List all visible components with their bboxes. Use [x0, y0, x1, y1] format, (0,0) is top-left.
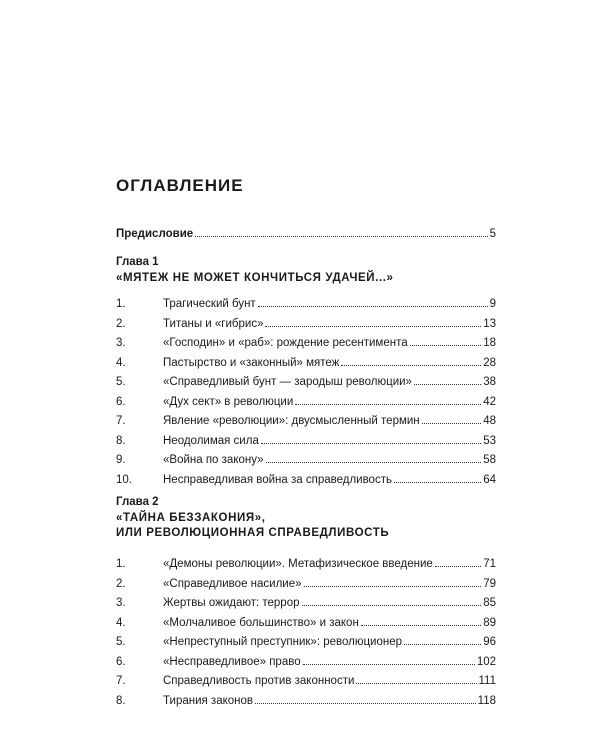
chapter-1-label: Глава 1: [116, 256, 159, 268]
dot-leader: [341, 365, 481, 366]
toc-entry[interactable]: [116, 429, 496, 447]
entry-title: «Молчаливое большинство» и закон: [163, 616, 359, 629]
page-title: ОГЛАВЛЕНИЕ: [116, 176, 244, 195]
entry-page: 64: [483, 473, 496, 486]
dot-leader: [435, 566, 481, 567]
entry-page: 79: [483, 577, 496, 590]
entry-title: Тирания законов: [163, 694, 254, 707]
entry-title: «Господин» и «раб»: рождение ресентимента: [163, 337, 408, 349]
chapter-1-title: «МЯТЕЖ НЕ МОЖЕТ КОНЧИТЬСЯ УДАЧЕЙ...»: [116, 272, 394, 284]
dot-leader: [394, 482, 481, 483]
toc-entry[interactable]: [116, 572, 496, 590]
dot-leader: [295, 404, 481, 405]
entry-page: 111: [478, 675, 496, 687]
toc-entry[interactable]: [116, 312, 496, 330]
toc-entry[interactable]: [116, 390, 496, 408]
toc-entry[interactable]: [116, 292, 496, 310]
toc-entry[interactable]: [116, 630, 496, 648]
entry-title: Явление «революции»: двусмысленный термин: [163, 415, 420, 427]
entry-page: 102: [476, 655, 496, 668]
entry-number: 8.: [116, 434, 126, 447]
entry-title: «Война по закону»: [163, 454, 264, 466]
entry-title: Несправедливая война за справедливость: [163, 473, 392, 486]
entry-page: 5: [489, 228, 496, 240]
entry-number: 4.: [116, 356, 126, 369]
dot-leader: [361, 625, 481, 626]
entry-title: «Справедливый бунт — зародыш революции»: [163, 376, 412, 388]
entry-title: Пастырство и «законный» мятеж: [163, 356, 340, 369]
dot-leader: [266, 462, 482, 463]
entry-page: 48: [483, 415, 496, 427]
toc-entry[interactable]: [116, 552, 496, 570]
entry-title: Жертвы ожидают: террор: [163, 597, 300, 609]
entry-number: 8.: [116, 694, 126, 707]
entry-number: 7.: [116, 415, 126, 427]
toc-entry[interactable]: [116, 650, 496, 668]
toc-entry-preface[interactable]: [116, 222, 496, 240]
chapter-2-title-line-1: «ТАЙНА БЕЗЗАКОНИЯ»,: [116, 512, 266, 524]
dot-leader: [410, 345, 482, 346]
toc-entry[interactable]: [116, 689, 496, 707]
entry-title: Предисловие: [116, 228, 194, 240]
entry-page: 96: [483, 636, 496, 648]
dot-leader: [302, 605, 482, 606]
entry-number: 10.: [116, 473, 132, 486]
entry-number: 6.: [116, 395, 126, 408]
entry-page: 58: [483, 454, 496, 466]
entry-number: 5.: [116, 636, 126, 648]
entry-page: 42: [483, 395, 496, 408]
toc-entry[interactable]: [116, 468, 496, 486]
entry-number: 1.: [116, 298, 126, 310]
entry-page: 89: [483, 616, 496, 629]
dot-leader: [255, 703, 476, 704]
entry-number: 1.: [116, 558, 126, 570]
entry-title: «Несправедливое» право: [163, 655, 301, 668]
entry-title: Справедливость против законности: [163, 675, 355, 687]
dot-leader: [304, 586, 482, 587]
dot-leader: [265, 326, 481, 327]
dot-leader: [404, 644, 481, 645]
entry-number: 2.: [116, 577, 126, 590]
entry-number: 3.: [116, 597, 126, 609]
entry-number: 6.: [116, 655, 126, 668]
dot-leader: [261, 443, 481, 444]
toc-entry[interactable]: [116, 370, 496, 388]
entry-title: «Непреступный преступник»: революционер: [163, 636, 403, 648]
entry-title: «Демоны революции». Метафизическое введение: [163, 558, 433, 570]
entry-page: 13: [483, 317, 496, 330]
toc-entry[interactable]: [116, 331, 496, 349]
toc-entry[interactable]: [116, 409, 496, 427]
entry-number: 2.: [116, 317, 126, 330]
toc-entry[interactable]: [116, 351, 496, 369]
toc-entry[interactable]: [116, 448, 496, 466]
toc-entry[interactable]: [116, 591, 496, 609]
entry-number: 4.: [116, 616, 126, 629]
dot-leader: [258, 306, 488, 307]
entry-page: 53: [483, 434, 496, 447]
dot-leader: [303, 664, 475, 665]
entry-title: «Дух сект» в революции: [163, 395, 294, 408]
dot-leader: [195, 236, 487, 237]
entry-page: 38: [483, 376, 496, 388]
entry-number: 3.: [116, 337, 126, 349]
dot-leader: [422, 423, 482, 424]
entry-title: Неодолимая сила: [163, 434, 259, 447]
entry-title: Титаны и «гибрис»: [163, 317, 264, 330]
entry-number: 5.: [116, 376, 126, 388]
entry-page: 85: [483, 597, 496, 609]
toc-entry[interactable]: [116, 669, 496, 687]
entry-page: 18: [483, 337, 496, 349]
chapter-2-title-line-2: ИЛИ РЕВОЛЮЦИОННАЯ СПРАВЕДЛИВОСТЬ: [116, 527, 390, 539]
entry-title: «Справедливое насилие»: [163, 577, 302, 590]
entry-number: 7.: [116, 675, 126, 687]
entry-page: 9: [489, 298, 496, 310]
entry-number: 9.: [116, 454, 126, 466]
entry-page: 118: [477, 694, 496, 707]
dot-leader: [356, 683, 476, 684]
entry-page: 28: [483, 356, 496, 369]
chapter-2-label: Глава 2: [116, 496, 159, 508]
entry-page: 71: [483, 558, 496, 570]
dot-leader: [414, 384, 481, 385]
toc-entry[interactable]: [116, 611, 496, 629]
entry-title: Трагический бунт: [163, 298, 256, 310]
